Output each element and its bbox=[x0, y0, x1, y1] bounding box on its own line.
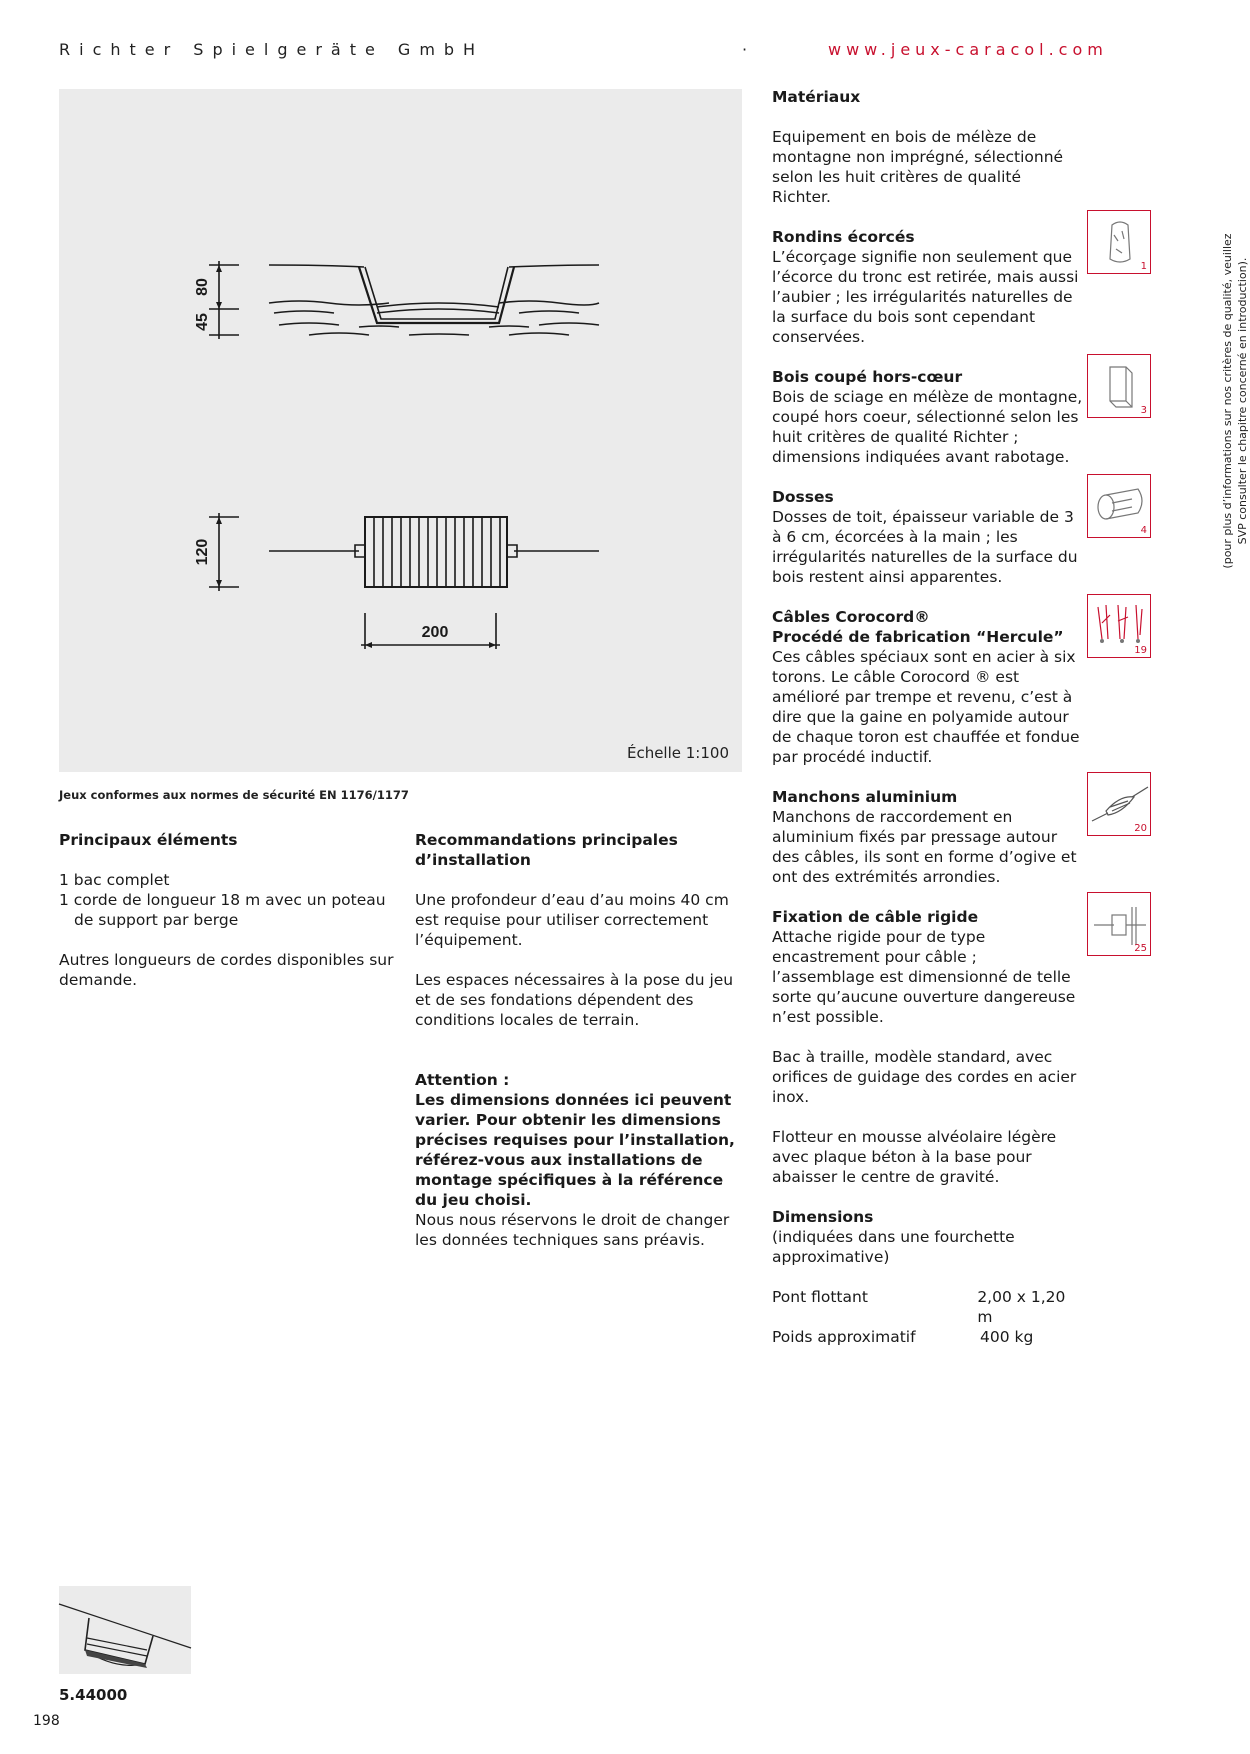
dimension-row bbox=[772, 1287, 1084, 1327]
manchons-text: Manchons de raccordement en aluminium fixés par pressage autour des câbles, ils sont en forme d’ogive et ont des extrémités arrondies. bbox=[772, 808, 1077, 886]
dimension-label: Poids approximatif bbox=[772, 1328, 916, 1346]
main-elements-title: Principaux éléments bbox=[59, 831, 238, 849]
dimensions-note: (indiquées dans une fourchette approximative) bbox=[772, 1228, 1015, 1266]
dimension-label: Pont flottant bbox=[772, 1288, 868, 1306]
dimension-value: 2,00 x 1,20 m bbox=[977, 1288, 1066, 1326]
rope-strand-icon: 19 bbox=[1087, 594, 1151, 658]
dimensions-title: Dimensions bbox=[772, 1208, 874, 1226]
flotteur-text: Flotteur en mousse alvéolaire légère avec plaque béton à la base pour abaisser le centre de gravité. bbox=[772, 1128, 1057, 1186]
manchons-title: Manchons aluminium bbox=[772, 788, 958, 806]
dosses-title: Dosses bbox=[772, 488, 834, 506]
floating-bridge-icon bbox=[59, 1586, 191, 1674]
bois-title: Bois coupé hors-cœur bbox=[772, 368, 963, 386]
attention-title: Attention : bbox=[415, 1071, 510, 1089]
cables-title: Câbles Corocord® bbox=[772, 608, 930, 626]
main-element-item: 1 corde de longueur 18 m avec un poteau bbox=[59, 891, 386, 909]
product-thumbnail bbox=[59, 1586, 191, 1674]
rigid-fixing-icon: 25 bbox=[1087, 892, 1151, 956]
safety-norms: Jeux conformes aux normes de sécurité EN 1176/1177 bbox=[59, 788, 409, 802]
materials-title: Matériaux bbox=[772, 88, 861, 106]
extra-lengths-note: Autres longueurs de cordes disponibles sur demande. bbox=[59, 951, 394, 989]
bois-text: Bois de sciage en mélèze de montagne, coupé hors coeur, sélectionné selon les huit critères de qualité Richter ; dimensions indiquées avant rabotage. bbox=[772, 388, 1083, 466]
company-name: Richter Spielgeräte GmbH bbox=[59, 40, 485, 59]
sawn-timber-icon: 3 bbox=[1087, 354, 1151, 418]
installation-space: Les espaces nécessaires à la pose du jeu et de ses fondations dépendent des conditions locales de terrain. bbox=[415, 971, 734, 1029]
fixation-text: Attache rigide pour de type encastrement pour câble ; l’assemblage est dimensionné de telle sorte qu’aucune ouverture dangereuse n’est possible. bbox=[772, 928, 1076, 1026]
header-separator: · bbox=[742, 40, 757, 59]
fixation-title: Fixation de câble rigide bbox=[772, 908, 979, 926]
main-element-item-cont: de support par berge bbox=[74, 911, 239, 929]
main-element-item: 1 bac complet bbox=[59, 871, 170, 889]
rondins-title: Rondins écorcés bbox=[772, 228, 915, 246]
installation-water-depth: Une profondeur d’eau d’au moins 40 cm est requise pour utiliser correctement l’équipement. bbox=[415, 891, 729, 949]
cables-subtitle: Procédé de fabrication “Hercule” bbox=[772, 628, 1064, 646]
dimension-row bbox=[772, 1327, 1084, 1347]
bac-text: Bac à traille, modèle standard, avec orifices de guidage des cordes en acier inox. bbox=[772, 1048, 1077, 1106]
drawing-scale: Échelle 1:100 bbox=[626, 744, 729, 762]
materials-text: Equipement en bois de mélèze de montagne non imprégné, sélectionné selon les huit critères de qualité Richter. bbox=[772, 128, 1064, 206]
materials-section bbox=[772, 87, 1084, 1347]
technical-drawing bbox=[59, 89, 742, 772]
dim-label-200: 200 bbox=[421, 624, 449, 641]
slab-icon: 4 bbox=[1087, 474, 1151, 538]
installation-title: Recommandations principales d’installation bbox=[415, 831, 678, 869]
installation-section bbox=[415, 830, 735, 1250]
website-link[interactable]: www.jeux-caracol.com bbox=[828, 40, 1108, 59]
log-icon: 1 bbox=[1087, 210, 1151, 274]
cables-text: Ces câbles spéciaux sont en acier à six torons. Le câble Corocord ® est amélioré par trempe et revenu, c’est à dire que la gaine en polyamide autour de chaque toron est chauffée et fondue par procédé inductif. bbox=[772, 648, 1080, 766]
aluminium-sleeve-icon: 20 bbox=[1087, 772, 1151, 836]
rights-reserved: Nous nous réservons le droit de changer les données techniques sans préavis. bbox=[415, 1211, 730, 1249]
quality-criteria-note: (pour plus d’informations sur nos critères de qualité, veuillez SVP consulter le chapitre concerné en introduction). bbox=[1221, 233, 1249, 569]
dim-label-80: 80 bbox=[194, 278, 211, 296]
dimension-value: 400 kg bbox=[980, 1328, 1034, 1346]
dim-label-45: 45 bbox=[194, 313, 211, 331]
dim-label-120: 120 bbox=[194, 538, 211, 566]
dosses-text: Dosses de toit, épaisseur variable de 3 à 6 cm, écorcées à la main ; les irrégularités naturelles de la surface du bois restent ainsi apparentes. bbox=[772, 508, 1078, 586]
drawing-svg bbox=[59, 89, 742, 772]
rondins-text: L’écorçage signifie non seulement que l’écorce du tronc est retirée, mais aussi l’aubier ; les irrégularités naturelles de la surface du bois sont cependant conservées. bbox=[772, 248, 1079, 346]
page-number: 198 bbox=[33, 1713, 60, 1729]
attention-text: Les dimensions données ici peuvent varier. Pour obtenir les dimensions précises requises pour l’installation, référez-vous aux installations de montage spécifiques à la référence du jeu choisi. bbox=[415, 1091, 735, 1209]
product-reference: 5.44000 bbox=[59, 1686, 128, 1704]
main-elements-section bbox=[59, 830, 399, 990]
